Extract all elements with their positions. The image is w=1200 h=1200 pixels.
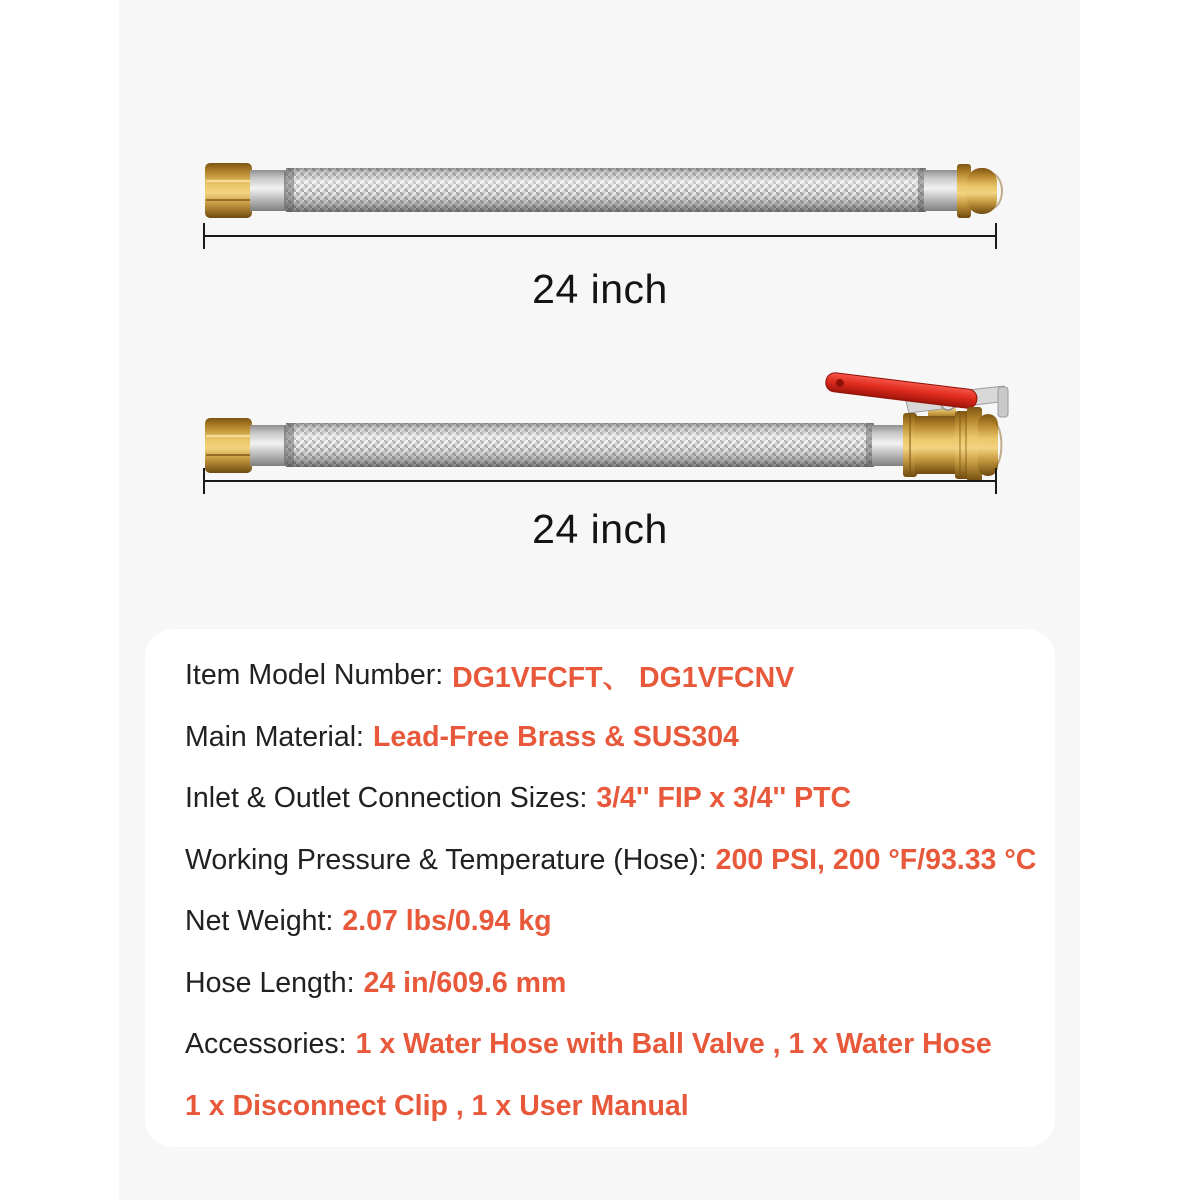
dim-tick-right-top [995,223,997,249]
spec-value: 1 x Disconnect Clip , 1 x User Manual [185,1089,689,1122]
spec-value: 1 x Water Hose with Ball Valve , 1 x Water Hose [355,1028,992,1061]
dimension-label-top: 24 inch [532,266,668,312]
spec-row-material [185,707,1025,769]
dim-line-bottom [204,480,996,482]
valve-handle [825,372,978,409]
spec-label: Accessories: [185,1028,347,1061]
dimension-label-bottom: 24 inch [532,506,668,552]
spec-value: 3/4'' FIP x 3/4'' PTC [596,782,852,815]
valve-body [903,411,971,479]
spec-value: 2.07 lbs/0.94 kg [342,905,552,938]
spec-row-hose-length [185,953,1025,1015]
spec-label: Inlet & Outlet Connection Sizes: [185,782,588,815]
spec-value: 200 PSI, 200 °F/93.33 °C [715,843,1037,876]
spec-label: Main Material: [185,720,364,753]
spec-panel [145,629,1055,1147]
hose-top-illustration [205,163,1002,218]
spec-label: Hose Length: [185,966,355,999]
spec-label: Net Weight: [185,905,334,938]
spec-value: 24 in/609.6 mm [363,966,567,999]
spec-row-accessories [185,1014,1025,1076]
dim-tick-right-bottom [995,468,997,494]
spec-value: DG1VFCFT、 DG1VFCNV [452,662,795,695]
spec-row-accessories-continued [185,1076,1025,1138]
spec-row-net-weight [185,891,1025,953]
spec-row-pressure-temperature [185,830,1037,892]
spec-row-connection-sizes [185,768,1025,830]
spec-row-model [185,645,1025,707]
spec-value: Lead-Free Brass & SUS304 [372,720,739,753]
spec-label: Item Model Number: [185,659,444,692]
dim-line-top [204,235,996,237]
spec-label: Working Pressure & Temperature (Hose): [185,843,707,876]
hose-bottom-illustration [205,372,1008,482]
